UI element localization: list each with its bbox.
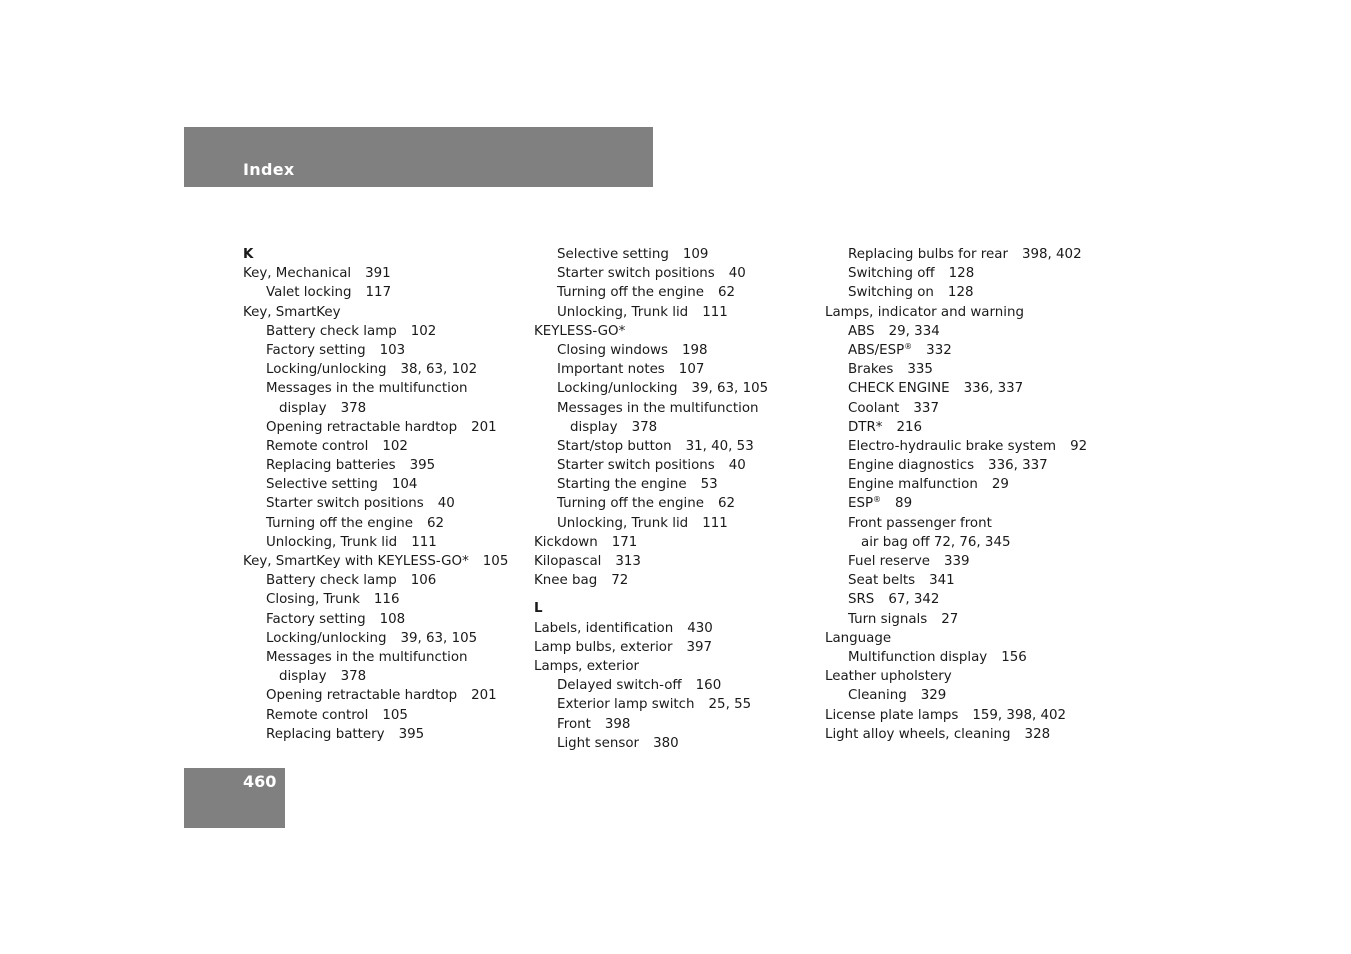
index-entry-pages: 62 — [717, 496, 735, 512]
index-entry-term: Kilopascal — [534, 554, 602, 569]
index-entry — [825, 456, 1105, 475]
index-entry-pages: 39, 63, 105 — [400, 630, 478, 646]
index-entry — [534, 456, 814, 475]
index-entry — [825, 552, 1105, 571]
index-entry-term: CHECK ENGINE — [848, 381, 950, 397]
index-entry — [825, 725, 1105, 744]
index-entry — [825, 571, 1105, 590]
index-entry — [825, 283, 1105, 302]
index-entry — [534, 322, 814, 341]
index-entry — [534, 399, 814, 418]
index-entry — [534, 303, 814, 322]
index-entry — [534, 514, 814, 533]
index-letter-heading: L — [534, 601, 543, 617]
index-entry-pages: 40 — [437, 496, 455, 512]
index-entry-pages: 313 — [615, 554, 641, 569]
index-entry-term: Front — [557, 716, 591, 732]
index-entry — [243, 571, 523, 590]
index-entry-term: Turning off the engine — [557, 285, 704, 301]
index-entry — [243, 706, 523, 725]
index-entry-pages: 62 — [426, 515, 444, 531]
index-entry-term: Lamps, exterior — [534, 658, 640, 674]
index-entry-term: Selective setting — [557, 247, 669, 262]
index-entry-pages: 198 — [681, 342, 708, 358]
index-entry-term: Electro-hydraulic brake system — [848, 438, 1057, 454]
index-entry-term: Knee bag — [534, 573, 598, 589]
index-entry-term: Exterior lamp switch — [557, 697, 695, 713]
index-entry — [243, 686, 523, 705]
index-entry — [825, 610, 1105, 629]
index-entry-term: Locking/unlocking — [266, 362, 387, 378]
index-entry — [534, 533, 814, 552]
index-entry-term: Starter switch positions — [557, 458, 715, 474]
index-entry-term: Brakes — [848, 362, 894, 378]
index-entry — [243, 456, 523, 475]
index-entry — [534, 619, 814, 638]
index-entry-pages: 72 — [611, 573, 629, 589]
index-column-3 — [825, 245, 1105, 744]
index-entry — [825, 629, 1105, 648]
index-entry-term: Selective setting — [266, 477, 378, 493]
index-entry-pages: 171 — [611, 534, 638, 550]
index-entry — [825, 418, 1105, 437]
index-entry-term: Unlocking, Trunk lid — [557, 304, 689, 320]
index-entry-term: Opening retractable hardtop — [266, 419, 458, 435]
index-entry-pages: 53 — [700, 477, 718, 493]
index-entry-term: Engine diagnostics — [848, 458, 975, 474]
index-entry — [534, 638, 814, 657]
index-entry-term: Messages in the multifunction — [266, 381, 468, 397]
index-entry-term: Switching on — [848, 285, 934, 301]
index-entry-pages: 201 — [471, 688, 497, 704]
index-entry — [243, 610, 523, 629]
index-entry-term: Leather upholstery — [825, 669, 952, 685]
index-entry — [534, 264, 814, 283]
index-entry-pages: 335 — [907, 362, 933, 378]
index-entry-pages: 62 — [717, 285, 735, 301]
index-entry-pages: 107 — [678, 362, 705, 378]
index-entry — [825, 706, 1105, 725]
index-entry-term: Remote control — [266, 707, 369, 723]
index-entry-pages: 102 — [410, 323, 437, 339]
index-entry-pages: 109 — [682, 247, 709, 262]
page-title: Index — [243, 160, 295, 179]
index-entry-term: display — [570, 419, 618, 435]
index-entry-term: display — [279, 669, 327, 685]
index-entry-pages: 398 — [604, 716, 631, 732]
index-entry-term: Language — [825, 630, 892, 646]
index-entry-term: Labels, identification — [534, 620, 674, 636]
index-entry-pages: 378 — [340, 669, 367, 685]
index-entry-pages: 159, 398, 402 — [972, 707, 1067, 723]
index-entry-pages: 25, 55 — [708, 697, 752, 713]
index-entry — [534, 552, 814, 571]
index-entry — [243, 533, 523, 552]
index-entry-term: Important notes — [557, 362, 665, 378]
index-entry-term: Locking/unlocking — [557, 381, 678, 397]
index-entry-pages: 29, 334 — [888, 323, 940, 339]
index-entry-pages: 38, 63, 102 — [400, 362, 478, 378]
index-entry-term: Light sensor — [557, 735, 640, 751]
index-entry-pages: 89 — [895, 496, 913, 512]
index-entry-term: Fuel reserve — [848, 554, 931, 569]
index-entry — [534, 657, 814, 676]
index-entry-pages: 430 — [687, 620, 713, 636]
index-entry-term: Key, SmartKey — [243, 304, 341, 320]
header-bar — [184, 127, 653, 187]
index-entry-term: Factory setting — [266, 342, 366, 358]
index-entry-term: Remote control — [266, 438, 369, 454]
index-entry-term: display — [279, 400, 327, 416]
index-entry-pages: 160 — [695, 678, 722, 694]
index-entry-term: Replacing battery — [266, 726, 385, 742]
registered-mark: ® — [904, 341, 913, 351]
index-entry-term: Starting the engine — [557, 477, 687, 493]
index-entry-term: Front passenger front — [848, 515, 992, 531]
index-entry — [243, 514, 523, 533]
index-entry-term: Start/stop button — [557, 438, 672, 454]
index-entry-pages: 67, 342 — [888, 592, 940, 608]
index-entry-pages: 336, 337 — [988, 458, 1048, 474]
index-entry — [243, 379, 523, 398]
index-entry — [825, 264, 1105, 283]
index-entry-term: Unlocking, Trunk lid — [266, 534, 398, 550]
index-entry-pages: 116 — [373, 592, 400, 608]
index-entry-pages: 216 — [896, 419, 923, 435]
index-entry — [534, 379, 814, 398]
index-entry-pages: 92 — [1070, 438, 1088, 454]
index-column-1 — [243, 245, 523, 744]
index-entry-pages: 128 — [947, 285, 974, 301]
index-entry-term: Lamp bulbs, exterior — [534, 639, 673, 655]
index-entry-term: Coolant — [848, 400, 900, 416]
index-entry — [534, 437, 814, 456]
index-entry-pages: 106 — [410, 573, 437, 589]
index-entry-pages: 111 — [702, 304, 728, 320]
index-entry-term: SRS — [848, 592, 875, 608]
index-entry — [825, 686, 1105, 705]
index-entry-term: Switching off — [848, 266, 935, 282]
index-entry — [825, 379, 1105, 398]
index-entry-term: Valet locking — [266, 285, 352, 301]
index-entry — [243, 283, 523, 302]
index-entry-term: Turning off the engine — [266, 515, 413, 531]
index-entry-term: Engine malfunction — [848, 477, 978, 493]
index-entry-pages: 29 — [991, 477, 1009, 493]
index-entry-pages: 40 — [728, 266, 746, 282]
index-entry-term: Multifunction display — [848, 649, 988, 665]
index-entry-term: air bag off 72, 76, 345 — [861, 534, 1011, 550]
index-entry-term: Opening retractable hardtop — [266, 688, 458, 704]
index-entry — [534, 418, 814, 437]
index-entry-term: ABS — [848, 323, 875, 339]
index-entry-term: Lamps, indicator and warning — [825, 304, 1024, 320]
index-entry-pages: 378 — [340, 400, 367, 416]
index-entry-pages: 111 — [411, 534, 437, 550]
index-entry — [243, 552, 523, 571]
index-entry — [534, 571, 814, 590]
index-entry-term: Closing windows — [557, 342, 668, 358]
index-entry — [825, 245, 1105, 264]
index-entry — [534, 695, 814, 714]
index-entry-pages: 397 — [686, 639, 713, 655]
index-entry — [534, 734, 814, 753]
page-number-tab — [184, 768, 285, 828]
index-entry — [243, 725, 523, 744]
index-letter-heading: K — [243, 247, 254, 262]
index-entry — [825, 514, 1105, 533]
index-entry-pages: 27 — [941, 611, 959, 627]
index-entry-term: ESP — [848, 496, 874, 512]
index-entry-term: Battery check lamp — [266, 573, 397, 589]
index-entry — [825, 667, 1105, 686]
index-entry-term: License plate lamps — [825, 707, 959, 723]
index-entry — [243, 341, 523, 360]
index-entry-pages: 156 — [1001, 649, 1027, 665]
index-entry-term: Light alloy wheels, cleaning — [825, 726, 1011, 742]
index-entry-pages: 336, 337 — [963, 381, 1024, 397]
index-entry-pages: 332 — [926, 342, 952, 358]
index-column-2 — [534, 245, 814, 753]
index-entry — [243, 629, 523, 648]
index-entry-pages: 105 — [382, 707, 408, 723]
index-entry — [243, 360, 523, 379]
index-entry-term: Replacing bulbs for rear — [848, 247, 1008, 262]
index-entry-term: Kickdown — [534, 534, 598, 550]
page-number: 460 — [243, 772, 277, 791]
index-entry — [534, 341, 814, 360]
index-entry — [243, 494, 523, 513]
index-entry — [534, 715, 814, 734]
index-entry-term: KEYLESS-GO* — [534, 323, 626, 339]
index-entry-term: Delayed switch-off — [557, 678, 682, 694]
index-entry-pages: 380 — [653, 735, 679, 751]
index-entry-term: Turning off the engine — [557, 496, 704, 512]
index-entry-pages: 398, 402 — [1021, 247, 1082, 262]
index-entry-pages: 102 — [382, 438, 408, 454]
index-entry-term: Cleaning — [848, 688, 907, 704]
index-entry — [534, 676, 814, 695]
index-entry-pages: 117 — [365, 285, 392, 301]
index-entry — [825, 475, 1105, 494]
index-entry-pages: 39, 63, 105 — [691, 381, 769, 397]
index-entry-term: Closing, Trunk — [266, 592, 360, 608]
index-entry — [825, 590, 1105, 609]
index-entry-term: Replacing batteries — [266, 458, 396, 474]
index-entry — [825, 322, 1105, 341]
index-entry-pages: 40 — [728, 458, 746, 474]
index-entry-term: Battery check lamp — [266, 323, 397, 339]
index-entry-pages: 378 — [631, 419, 658, 435]
index-entry — [825, 533, 1105, 552]
index-entry-term: Key, SmartKey with KEYLESS-GO* — [243, 554, 469, 569]
index-entry — [243, 322, 523, 341]
index-entry — [825, 437, 1105, 456]
index-entry-term: Key, Mechanical — [243, 266, 352, 282]
index-entry — [243, 418, 523, 437]
index-entry-term: Unlocking, Trunk lid — [557, 515, 689, 531]
index-entry — [825, 303, 1105, 322]
index-entry — [534, 475, 814, 494]
index-entry — [825, 341, 1105, 360]
index-entry-pages: 395 — [409, 458, 436, 474]
index-entry-term: Starter switch positions — [557, 266, 715, 282]
index-entry-pages: 105 — [482, 554, 509, 569]
index-entry — [243, 264, 523, 283]
index-entry-term: Messages in the multifunction — [266, 649, 468, 665]
index-entry — [243, 303, 523, 322]
index-entry-term: Turn signals — [848, 611, 928, 627]
index-entry-pages: 128 — [948, 266, 975, 282]
index-entry — [825, 360, 1105, 379]
index-entry-pages: 103 — [379, 342, 406, 358]
index-entry-pages: 341 — [929, 573, 955, 589]
index-entry — [534, 494, 814, 513]
registered-mark: ® — [873, 495, 882, 505]
index-entry — [825, 648, 1105, 667]
index-entry — [243, 399, 523, 418]
index-entry-term: Seat belts — [848, 573, 916, 589]
index-entry-pages: 31, 40, 53 — [685, 438, 754, 454]
index-entry — [825, 399, 1105, 418]
index-entry — [534, 245, 814, 264]
index-entry-term: ABS/ESP — [848, 342, 905, 358]
index-entry-pages: 339 — [944, 554, 970, 569]
index-entry-pages: 328 — [1024, 726, 1051, 742]
index-entry-term: DTR* — [848, 419, 883, 435]
index-entry-term: Messages in the multifunction — [557, 400, 759, 416]
index-entry-pages: 329 — [920, 688, 947, 704]
index-entry-pages: 201 — [471, 419, 497, 435]
index-entry — [243, 475, 523, 494]
index-entry-term: Factory setting — [266, 611, 366, 627]
index-entry — [825, 494, 1105, 513]
index-entry — [534, 360, 814, 379]
index-entry-pages: 395 — [398, 726, 425, 742]
index-entry-pages: 391 — [365, 266, 391, 282]
index-entry-pages: 104 — [391, 477, 418, 493]
index-entry — [243, 437, 523, 456]
index-entry — [243, 648, 523, 667]
index-entry — [243, 590, 523, 609]
index-entry-pages: 111 — [702, 515, 728, 531]
index-entry — [243, 667, 523, 686]
index-entry-term: Locking/unlocking — [266, 630, 387, 646]
index-entry-term: Starter switch positions — [266, 496, 424, 512]
index-entry-pages: 108 — [379, 611, 406, 627]
index-entry-pages: 337 — [913, 400, 939, 416]
index-entry — [534, 283, 814, 302]
